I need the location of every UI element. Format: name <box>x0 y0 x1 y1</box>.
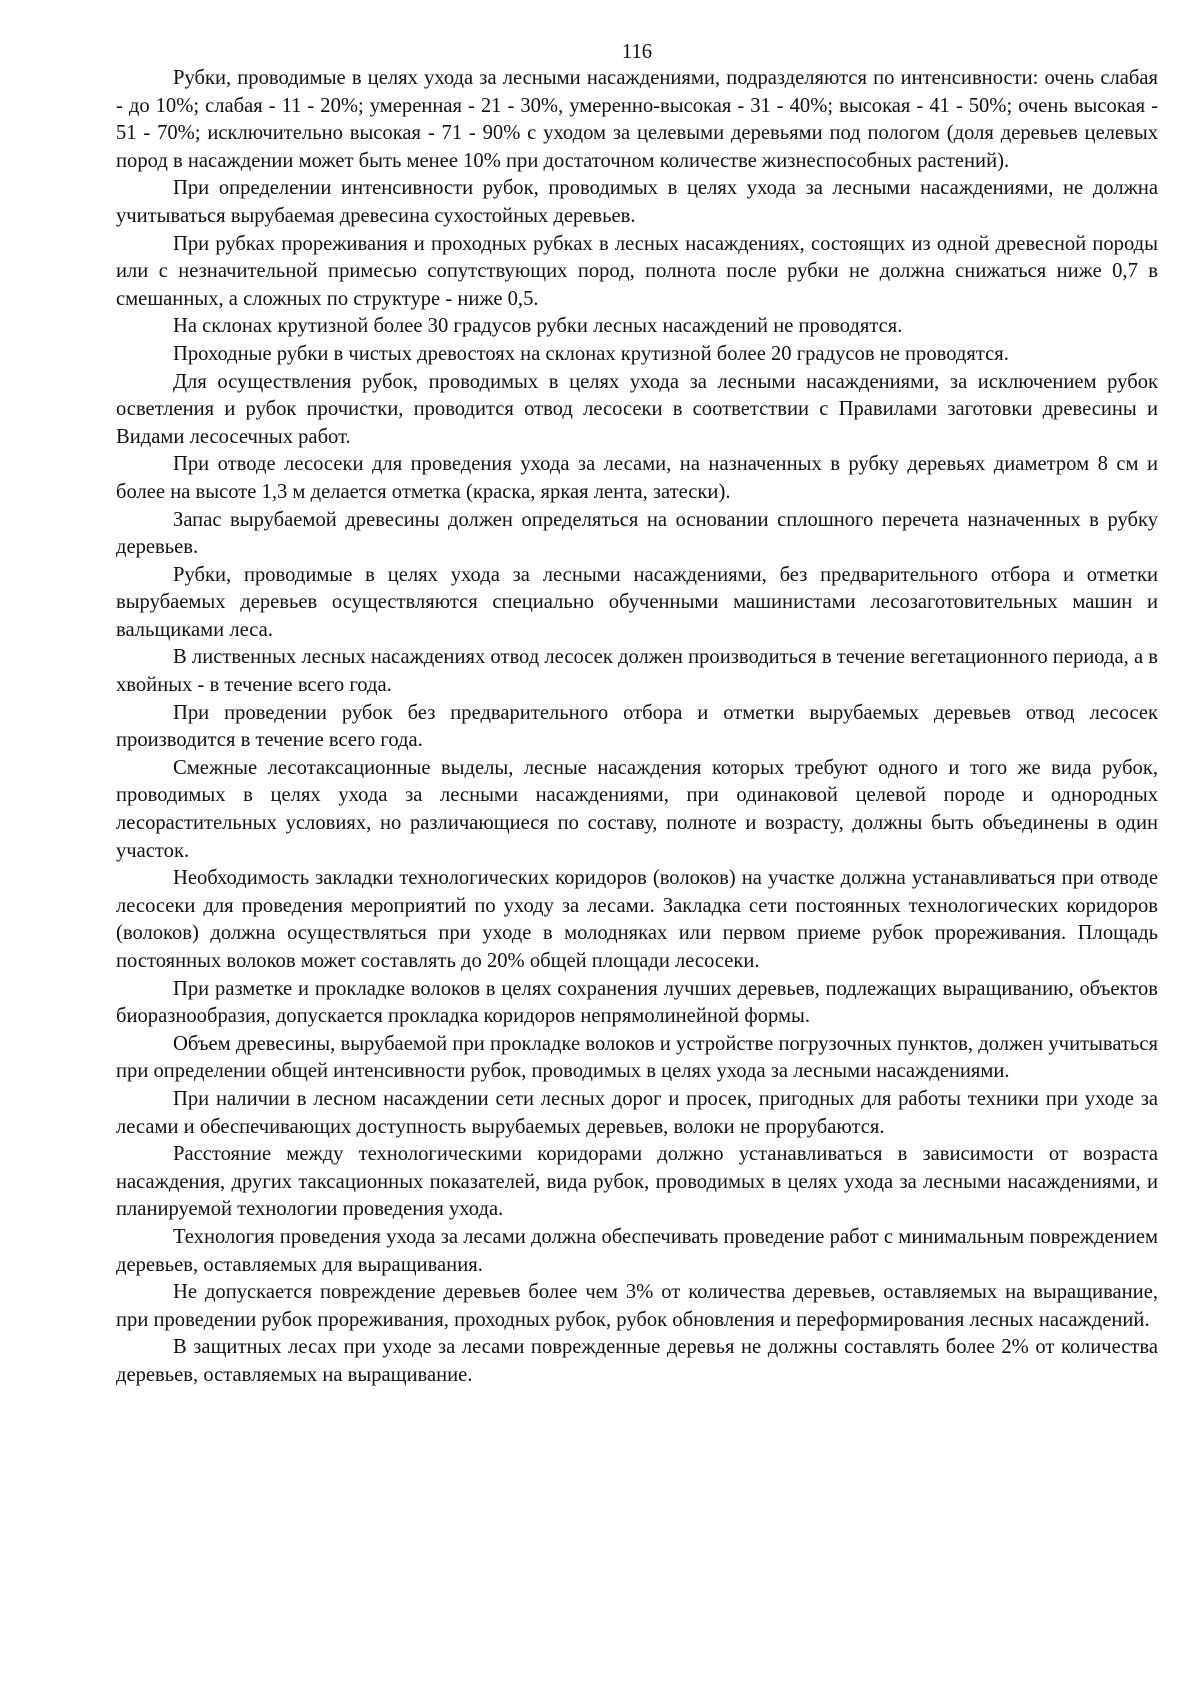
paragraph: При разметке и прокладке волоков в целях сохранения лучших деревьев, подлежащих выращиванию, объектов биоразнообразия, допускается прокладка коридоров непрямолинейной формы. <box>116 977 1158 1028</box>
paragraph: Расстояние между технологическими коридорами должно устанавливаться в зависимости от возраста насаждения, других таксационных показателей, вида рубок, проводимых в целях ухода за лесными насаждениями, и планируемой технологии проведения ухода. <box>116 1143 1158 1221</box>
paragraph: При наличии в лесном насаждении сети лесных дорог и просек, пригодных для работы техники при уходе за лесами и обеспечивающих доступность вырубаемых деревьев, волоки не прорубаются. <box>116 1087 1158 1138</box>
paragraph: Рубки, проводимые в целях ухода за лесными насаждениями, подразделяются по интенсивности: очень слабая - до 10%; слабая - 11 - 20%; умеренная - 21 - 30%, умеренно-высокая - 31 - 40%; высокая - 41 - 50%; очень высокая - 51 - 70%; исключительно высокая - 71 - 90% с уходом за целевыми деревьями под пологом (доля деревьев целевых пород в насаждении может быть менее 10% при достаточном количестве жизнеспособных растений). <box>116 67 1158 172</box>
page-number: 116 <box>621 41 653 63</box>
paragraph: В защитных лесах при уходе за лесами поврежденные деревья не должны составлять более 2% от количества деревьев, оставляемых на выращивание. <box>116 1336 1158 1386</box>
paragraph: Технология проведения ухода за лесами должна обеспечивать проведение работ с минимальным повреждением деревьев, оставляемых для выращивания. <box>116 1225 1158 1276</box>
paragraph: Необходимость закладки технологических коридоров (волоков) на участке должна устанавливаться при отводе лесосеки для проведения мероприятий по уходу за лесами. Закладка сети постоянных технологических коридоров (волоков) должна осуществляться при уходе в молодняках или первом приеме рубок прореживания. Площадь постоянных волоков может составлять до 20% общей площади лесосеки. <box>116 867 1158 972</box>
paragraph: Рубки, проводимые в целях ухода за лесными насаждениями, без предварительного отбора и отметки вырубаемых деревьев осуществляются специально обученными машинистами лесозаготовительных машин и вальщиками леса. <box>116 563 1158 641</box>
paragraph: При проведении рубок без предварительного отбора и отметки вырубаемых деревьев отвод лесосек производится в течение всего года. <box>116 701 1158 752</box>
paragraph: Смежные лесотаксационные выделы, лесные насаждения которых требуют одного и того же вида рубок, проводимых в целях ухода за лесными насаждениями, при одинаковой целевой породе и однородных лесорастительных условиях, но различающиеся по составу, полноте и возрасту, должны быть объединены в один участок. <box>116 756 1158 862</box>
paragraph: При определении интенсивности рубок, проводимых в целях ухода за лесными насаждениями, не должна учитываться вырубаемая древесина сухостойных деревьев. <box>116 177 1158 227</box>
paragraph: Для осуществления рубок, проводимых в целях ухода за лесными насаждениями, за исключением рубок осветления и рубок прочистки, проводится отвод лесосеки в соответствии с Правилами заготовки древесины и Видами лесосечных работ. <box>116 370 1158 448</box>
paragraph: Проходные рубки в чистых древостоях на склонах крутизной более 20 градусов не проводятся. <box>173 342 1009 365</box>
paragraph: Запас вырубаемой древесины должен определяться на основании сплошного перечета назначенных в рубку деревьев. <box>116 508 1158 559</box>
paragraph: При отводе лесосеки для проведения ухода за лесами, на назначенных в рубку деревьях диаметром 8 см и более на высоте 1,3 м делается отметка (краска, яркая лента, затески). <box>116 453 1158 503</box>
document-page <box>116 40 1158 1390</box>
paragraph: На склонах крутизной более 30 градусов рубки лесных насаждений не проводятся. <box>173 315 903 338</box>
paragraph: В лиственных лесных насаждениях отвод лесосек должен производиться в течение вегетационного периода, а в хвойных - в течение всего года. <box>116 646 1158 697</box>
paragraph: Объем древесины, вырубаемой при прокладке волоков и устройстве погрузочных пунктов, должен учитываться при определении общей интенсивности рубок, проводимых в целях ухода за лесными насаждениями. <box>116 1032 1158 1083</box>
paragraph: При рубках прореживания и проходных рубках в лесных насаждениях, состоящих из одной древесной породы или с незначительной примесью сопутствующих пород, полнота после рубки не должна снижаться ниже 0,7 в смешанных, а сложных по структуре - ниже 0,5. <box>116 232 1158 310</box>
paragraph: Не допускается повреждение деревьев более чем 3% от количества деревьев, оставляемых на выращивание, при проведении рубок прореживания, проходных рубок, рубок обновления и переформирования лесных насаждений. <box>116 1281 1158 1331</box>
